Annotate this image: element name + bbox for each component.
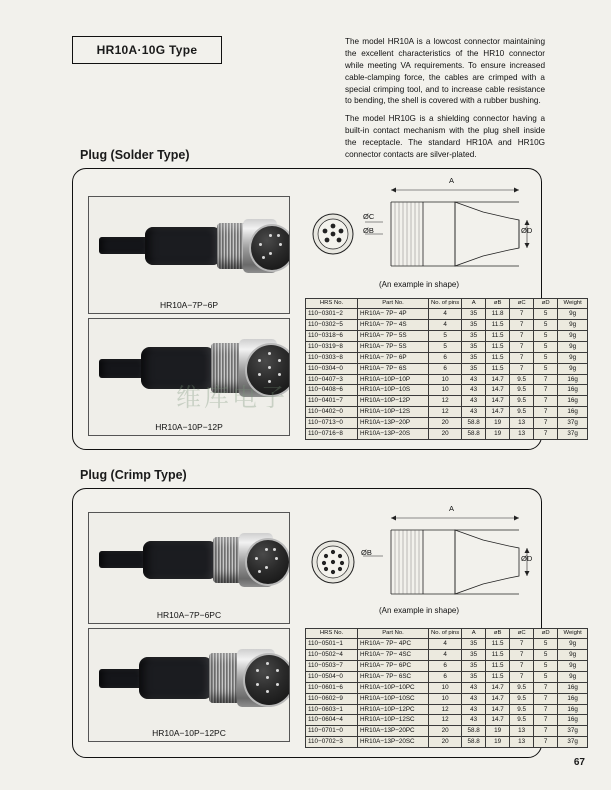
product-photo-solder-10p12p (88, 318, 290, 436)
table-cell: HR10A−10P−10S (358, 385, 429, 396)
connector-illustration (89, 319, 289, 419)
table-cell: 9.5 (510, 704, 534, 715)
table-cell: 110−0604−4 (306, 715, 358, 726)
table-cell: 110−0302−5 (306, 320, 358, 331)
table-row (306, 385, 588, 396)
pin (268, 366, 271, 369)
table-cell: 7 (510, 320, 534, 331)
dim-label-b: ØB (363, 226, 374, 235)
pin (268, 352, 271, 355)
th-weight: Weight (558, 629, 588, 639)
table-cell: 110−0603−1 (306, 704, 358, 715)
table-cell: 43 (462, 407, 486, 418)
contact-face (245, 343, 290, 397)
contact-face (249, 224, 290, 272)
contact-face (243, 653, 290, 707)
table-cell: 7 (534, 704, 558, 715)
table-cell: 9g (558, 341, 588, 352)
table-cell: 7 (510, 363, 534, 374)
table-row (306, 407, 588, 418)
table-cell: 7 (534, 726, 558, 737)
table-cell: 110−0501−1 (306, 639, 358, 650)
table-cell: 20 (429, 737, 462, 748)
table-cell: 7 (534, 428, 558, 439)
table-cell: 110−0303−8 (306, 352, 358, 363)
table-cell: 110−0402−0 (306, 407, 358, 418)
table-cell: 6 (429, 363, 462, 374)
table-cell: 11.8 (486, 309, 510, 320)
table-cell: 10 (429, 374, 462, 385)
dim-label-d: ØD (521, 226, 533, 235)
table-cell: 110−0407−3 (306, 374, 358, 385)
spec-table-solder (305, 298, 588, 440)
cable (99, 359, 147, 378)
table-cell: 16g (558, 682, 588, 693)
table-cell: HR10A−10P−10SC (358, 693, 429, 704)
dimension-drawing-solder (305, 176, 533, 290)
table-cell: 7 (534, 737, 558, 748)
table-row (306, 671, 588, 682)
table-cell: 11.5 (486, 661, 510, 672)
table-cell: 10 (429, 682, 462, 693)
table-cell: HR10A− 7P− 5S (358, 341, 429, 352)
spec-table-body (306, 309, 588, 439)
table-cell: 35 (462, 331, 486, 342)
table-row (306, 374, 588, 385)
product-photo-solder-7p6p (88, 196, 290, 314)
table-cell: 11.5 (486, 650, 510, 661)
table-cell: 10 (429, 693, 462, 704)
th-oc: øC (510, 629, 534, 639)
table-cell: 58.8 (462, 737, 486, 748)
table-cell: 43 (462, 715, 486, 726)
table-cell: 5 (534, 341, 558, 352)
th-weight: Weight (558, 299, 588, 309)
connector-illustration (89, 197, 289, 297)
table-cell: 16g (558, 407, 588, 418)
pin (277, 234, 280, 237)
table-cell: 11.5 (486, 341, 510, 352)
table-cell: 5 (429, 331, 462, 342)
table-cell: 37g (558, 737, 588, 748)
table-cell: 7 (534, 374, 558, 385)
table-row (306, 363, 588, 374)
table-cell: HR10A−13P−20SC (358, 737, 429, 748)
rubber-boot (141, 347, 215, 389)
rubber-boot (145, 227, 221, 265)
table-cell: 110−0702−3 (306, 737, 358, 748)
table-cell: HR10A−10P−10PC (358, 682, 429, 693)
table-cell: 11.5 (486, 320, 510, 331)
table-cell: 16g (558, 704, 588, 715)
pin (269, 252, 272, 255)
table-cell: HR10A−10P−12PC (358, 704, 429, 715)
table-cell: 13 (510, 737, 534, 748)
table-cell: HR10A− 7P− 6P (358, 352, 429, 363)
table-cell: 16g (558, 715, 588, 726)
table-cell: 4 (429, 639, 462, 650)
table-cell: 6 (429, 661, 462, 672)
table-cell: 37g (558, 417, 588, 428)
table-cell: 14.7 (486, 704, 510, 715)
table-cell: 9.5 (510, 715, 534, 726)
table-cell: 35 (462, 639, 486, 650)
table-cell: 110−0401−7 (306, 396, 358, 407)
table-cell: 110−0502−4 (306, 650, 358, 661)
table-cell: 43 (462, 385, 486, 396)
table-cell: HR10A−13P−20P (358, 417, 429, 428)
table-cell: 6 (429, 671, 462, 682)
table-cell: 9g (558, 363, 588, 374)
spec-table-head (306, 629, 588, 639)
table-row (306, 704, 588, 715)
dimension-drawing-svg (305, 182, 533, 290)
spec-table-header-row (306, 299, 588, 309)
pin (273, 548, 276, 551)
table-cell: 12 (429, 396, 462, 407)
rubber-boot (139, 657, 213, 699)
drawing-caption: (An example in shape) (378, 606, 460, 615)
pin (262, 256, 265, 259)
cable (99, 237, 151, 254)
table-cell: 110−0713−0 (306, 417, 358, 428)
table-cell: 20 (429, 417, 462, 428)
table-cell: 9g (558, 352, 588, 363)
contact-face (245, 538, 290, 586)
table-cell: 6 (429, 352, 462, 363)
table-cell: 5 (534, 320, 558, 331)
table-cell: 5 (534, 309, 558, 320)
intro-paragraph-1: The model HR10A is a lowcost connector maintaining the excellent characteristics of the HR10 connector while meeting VA requirements. To ensure increased cable-clamping force, the cables are crimped with a special crimping tool, and to increase cable resistance to bending, the shell is covered with a rubber bushing. (345, 37, 545, 106)
dimension-drawing-crimp (305, 506, 533, 618)
table-row (306, 693, 588, 704)
table-cell: 12 (429, 407, 462, 418)
connector-illustration (89, 629, 289, 727)
pin (258, 570, 261, 573)
dim-label-a: A (449, 504, 455, 513)
table-cell: HR10A− 7P− 4P (358, 309, 429, 320)
table-cell: 43 (462, 693, 486, 704)
drawing-caption: (An example in shape) (378, 280, 460, 289)
table-cell: 11.5 (486, 331, 510, 342)
table-cell: 5 (534, 661, 558, 672)
table-cell: 16g (558, 385, 588, 396)
pin (258, 359, 261, 362)
table-cell: 58.8 (462, 726, 486, 737)
table-row (306, 352, 588, 363)
th-ob: øB (486, 629, 510, 639)
pin (265, 566, 268, 569)
table-cell: 20 (429, 428, 462, 439)
table-cell: 20 (429, 726, 462, 737)
th-no-of-pins: No. of pins (429, 299, 462, 309)
photo-caption: HR10A−10P−12PC (152, 728, 226, 738)
spec-table-body (306, 639, 588, 748)
table-cell: HR10A−10P−10P (358, 374, 429, 385)
table-cell: HR10A− 7P− 4SC (358, 650, 429, 661)
page-title-box (72, 36, 222, 64)
table-cell: 14.7 (486, 374, 510, 385)
table-row (306, 331, 588, 342)
pin (269, 234, 272, 237)
table-cell: HR10A−10P−12P (358, 396, 429, 407)
table-cell: 5 (534, 639, 558, 650)
table-cell: 10 (429, 385, 462, 396)
dimension-drawing-svg (305, 506, 533, 618)
photo-caption: HR10A−10P−12P (155, 422, 223, 432)
pin (268, 380, 271, 383)
section-heading-crimp: Plug (Crimp Type) (80, 468, 187, 482)
table-cell: 9.5 (510, 396, 534, 407)
table-cell: 11.5 (486, 352, 510, 363)
photo-caption: HR10A−7P−6PC (156, 610, 222, 620)
table-cell: 16g (558, 374, 588, 385)
pin (266, 690, 269, 693)
section-heading-solder: Plug (Solder Type) (80, 148, 190, 162)
table-cell: 14.7 (486, 715, 510, 726)
table-cell: 9.5 (510, 693, 534, 704)
table-row (306, 715, 588, 726)
spec-table-crimp (305, 628, 588, 748)
product-photo-crimp-10p12pc (88, 628, 290, 742)
table-row (306, 320, 588, 331)
table-row (306, 661, 588, 672)
table-cell: 7 (534, 417, 558, 428)
table-row (306, 428, 588, 439)
table-cell: HR10A− 7P− 4S (358, 320, 429, 331)
pin (275, 557, 278, 560)
th-part-no: Part No. (358, 299, 429, 309)
table-cell: 110−0318−6 (306, 331, 358, 342)
table-cell: 5 (534, 363, 558, 374)
table-cell: 19 (486, 726, 510, 737)
table-row (306, 639, 588, 650)
table-cell: 43 (462, 704, 486, 715)
th-oc: øC (510, 299, 534, 309)
th-od: øD (534, 629, 558, 639)
table-cell: 7 (534, 682, 558, 693)
table-cell: HR10A− 7P− 6S (358, 363, 429, 374)
table-row (306, 737, 588, 748)
watermark: 维库电子 (176, 383, 289, 412)
intro-paragraph-2: The model HR10G is a shielding connector having a built-in contact mechanism with the plug shell inside the receptacle. The standard HR10A and HR10G connector contacts are silver-plated. (345, 114, 545, 160)
table-cell: 14.7 (486, 396, 510, 407)
table-cell: 35 (462, 352, 486, 363)
pin (276, 669, 279, 672)
pin (276, 683, 279, 686)
table-cell: 4 (429, 309, 462, 320)
table-cell: HR10A−10P−12SC (358, 715, 429, 726)
table-cell: 14.7 (486, 385, 510, 396)
table-cell: 19 (486, 737, 510, 748)
table-cell: 19 (486, 428, 510, 439)
pin (266, 676, 269, 679)
pin (265, 548, 268, 551)
table-cell: 7 (510, 309, 534, 320)
rubber-boot (143, 541, 217, 579)
table-cell: 13 (510, 417, 534, 428)
table-cell: 35 (462, 309, 486, 320)
table-cell: 35 (462, 341, 486, 352)
table-cell: 110−0301−2 (306, 309, 358, 320)
table-cell: 37g (558, 428, 588, 439)
th-a: A (462, 629, 486, 639)
table-cell: 9g (558, 661, 588, 672)
table-cell: 7 (510, 671, 534, 682)
table-cell: 7 (534, 407, 558, 418)
pin (279, 243, 282, 246)
table-cell: 16g (558, 693, 588, 704)
table-cell: 43 (462, 374, 486, 385)
table-cell: 9g (558, 671, 588, 682)
product-photo-crimp-7p6pc (88, 512, 290, 624)
table-cell: 7 (534, 396, 558, 407)
table-cell: 7 (510, 341, 534, 352)
table-cell: 7 (534, 715, 558, 726)
table-cell: 110−0602−9 (306, 693, 358, 704)
table-cell: HR10A− 7P− 5S (358, 331, 429, 342)
table-row (306, 341, 588, 352)
spec-table-header-row (306, 629, 588, 639)
table-row (306, 309, 588, 320)
table-cell: 35 (462, 650, 486, 661)
page-number: 67 (573, 757, 585, 768)
table-cell: HR10A−13P−20PC (358, 726, 429, 737)
table-cell: 37g (558, 726, 588, 737)
intro-text (345, 36, 545, 167)
table-cell: 5 (534, 671, 558, 682)
pin (278, 359, 281, 362)
table-cell: 35 (462, 671, 486, 682)
table-cell: 110−0408−6 (306, 385, 358, 396)
table-cell: 9.5 (510, 407, 534, 418)
table-cell: 7 (510, 639, 534, 650)
table-cell: 7 (510, 650, 534, 661)
dim-label-d: ØD (521, 554, 533, 563)
table-cell: 9.5 (510, 385, 534, 396)
table-cell: 9g (558, 320, 588, 331)
photo-caption: HR10A−7P−6P (159, 300, 219, 310)
table-cell: 110−0601−6 (306, 682, 358, 693)
page-title: HR10A·10G Type (96, 43, 198, 57)
th-hrs-no: HRS No. (306, 299, 358, 309)
table-cell: 7 (534, 385, 558, 396)
pin (256, 683, 259, 686)
table-cell: 14.7 (486, 682, 510, 693)
table-cell: 12 (429, 704, 462, 715)
table-cell: 4 (429, 320, 462, 331)
table-row (306, 417, 588, 428)
table-cell: 14.7 (486, 407, 510, 418)
table-cell: 11.5 (486, 671, 510, 682)
table-cell: HR10A− 7P− 6SC (358, 671, 429, 682)
th-hrs-no: HRS No. (306, 629, 358, 639)
th-a: A (462, 299, 486, 309)
table-cell: 11.5 (486, 363, 510, 374)
dim-label-b: ØB (361, 548, 372, 557)
table-cell: 7 (510, 352, 534, 363)
table-cell: 35 (462, 661, 486, 672)
table-cell: 4 (429, 650, 462, 661)
table-cell: HR10A−10P−12S (358, 407, 429, 418)
table-cell: 5 (534, 352, 558, 363)
table-row (306, 726, 588, 737)
th-od: øD (534, 299, 558, 309)
table-cell: 35 (462, 363, 486, 374)
table-cell: 43 (462, 682, 486, 693)
table-cell: 9.5 (510, 682, 534, 693)
pin (266, 662, 269, 665)
table-cell: 13 (510, 428, 534, 439)
table-cell: 9g (558, 650, 588, 661)
th-ob: øB (486, 299, 510, 309)
spec-table-head (306, 299, 588, 309)
table-cell: 43 (462, 396, 486, 407)
table-cell: 13 (510, 726, 534, 737)
table-cell: 35 (462, 320, 486, 331)
table-cell: 19 (486, 417, 510, 428)
table-cell: 7 (510, 331, 534, 342)
pin (259, 243, 262, 246)
table-cell: 12 (429, 715, 462, 726)
table-row (306, 650, 588, 661)
table-cell: 9.5 (510, 374, 534, 385)
pin (258, 373, 261, 376)
pin (255, 557, 258, 560)
table-cell: 7 (534, 693, 558, 704)
table-row (306, 396, 588, 407)
table-cell: HR10A− 7P− 4PC (358, 639, 429, 650)
th-part-no: Part No. (358, 629, 429, 639)
table-cell: 110−0503−7 (306, 661, 358, 672)
table-cell: 110−0304−0 (306, 363, 358, 374)
table-cell: 9g (558, 309, 588, 320)
table-cell: 5 (534, 650, 558, 661)
table-cell: 14.7 (486, 693, 510, 704)
table-cell: 16g (558, 396, 588, 407)
table-cell: 58.8 (462, 417, 486, 428)
pin (256, 669, 259, 672)
dim-label-c: ØC (363, 212, 375, 221)
table-cell: 9g (558, 639, 588, 650)
table-cell: 110−0701−0 (306, 726, 358, 737)
table-cell: 5 (429, 341, 462, 352)
table-cell: 9g (558, 331, 588, 342)
table-cell: HR10A−13P−20S (358, 428, 429, 439)
dim-label-a: A (449, 176, 455, 185)
table-cell: 110−0504−0 (306, 671, 358, 682)
table-cell: 58.8 (462, 428, 486, 439)
table-cell: 110−0319−8 (306, 341, 358, 352)
cable (99, 551, 149, 568)
table-row (306, 682, 588, 693)
connector-illustration (89, 513, 289, 609)
table-cell: 110−0716−8 (306, 428, 358, 439)
table-cell: 7 (510, 661, 534, 672)
table-cell: HR10A− 7P− 6PC (358, 661, 429, 672)
table-cell: 11.5 (486, 639, 510, 650)
pin (278, 373, 281, 376)
th-no-of-pins: No. of pins (429, 629, 462, 639)
table-cell: 5 (534, 331, 558, 342)
